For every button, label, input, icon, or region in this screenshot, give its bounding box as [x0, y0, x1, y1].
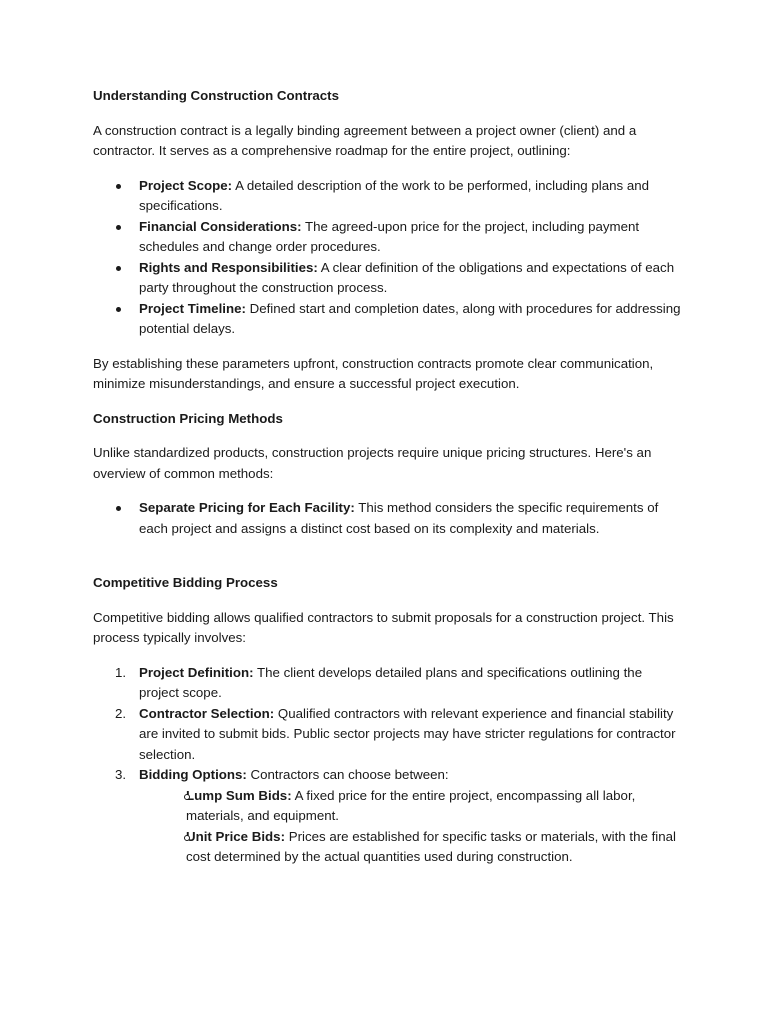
item-text: Qualified contractors with relevant experience and financial stability are invited to submit bids. Public sector projects may have stricter regulations for contractor selection.	[139, 705, 676, 762]
item-label: Project Definition:	[139, 664, 254, 680]
intro-paragraph: A construction contract is a legally binding agreement between a project owner (client) and a contractor. It serves as a comprehensive roadmap for the entire project, outlining:	[93, 122, 637, 158]
item-text: Defined start and completion dates, along with procedures for addressing potential delays.	[139, 300, 681, 336]
list-number: 2.	[115, 705, 127, 721]
list-item	[93, 176, 683, 217]
list-item	[93, 765, 683, 868]
list-item	[93, 258, 683, 299]
section-heading-bidding: Competitive Bidding Process	[93, 575, 278, 590]
item-label: Rights and Responsibilities:	[139, 259, 318, 275]
bid-options-list	[139, 786, 683, 868]
item-text: Prices are established for specific tasks or materials, with the final cost determined by the actual quantities used during construction.	[186, 828, 676, 864]
list-item	[93, 498, 683, 539]
pricing-items-list	[93, 498, 683, 539]
list-number: 1.	[115, 664, 127, 680]
item-text: This method considers the specific requirements of each project and assigns a distinct cost based on its complexity and materials.	[139, 500, 659, 536]
item-label: Project Scope:	[139, 177, 233, 193]
item-label: Lump Sum Bids:	[186, 787, 292, 803]
item-label: Separate Pricing for Each Facility:	[139, 500, 355, 515]
item-label: Contractor Selection:	[139, 705, 275, 721]
list-item	[93, 299, 683, 340]
document-page	[93, 86, 683, 882]
item-label: Bidding Options:	[139, 767, 247, 782]
bidding-intro-paragraph: Competitive bidding allows qualified contractors to submit proposals for a construction project. This process typically involves:	[93, 609, 674, 645]
list-item	[139, 827, 683, 868]
spacer	[93, 553, 683, 573]
list-number: 3.	[115, 767, 127, 782]
item-text: The agreed-upon price for the project, including payment schedules and change order procedures.	[139, 218, 640, 254]
item-text: A detailed description of the work to be performed, including plans and specifications.	[139, 177, 650, 213]
list-item	[139, 786, 683, 827]
item-text: A fixed price for the entire project, encompassing all labor, materials, and equipment.	[186, 787, 636, 823]
list-item	[93, 663, 683, 704]
section-heading-pricing: Construction Pricing Methods	[93, 410, 283, 426]
item-label: Project Timeline:	[139, 300, 246, 316]
pricing-intro-paragraph: Unlike standardized products, construction projects require unique pricing structures. Here's an overview of common methods:	[93, 445, 652, 481]
bidding-steps-list	[93, 663, 683, 868]
section-heading-contracts: Understanding Construction Contracts	[93, 88, 339, 103]
item-text: A clear definition of the obligations and expectations of each party throughout the construction process.	[139, 259, 675, 295]
item-text: The client develops detailed plans and specifications outlining the project scope.	[139, 664, 643, 700]
list-item	[93, 217, 683, 258]
list-item	[93, 704, 683, 766]
item-text: Contractors can choose between:	[246, 767, 449, 782]
contract-items-list	[93, 176, 683, 340]
summary-paragraph: By establishing these parameters upfront, construction contracts promote clear communication, minimize misunderstandings, and ensure a successful project execution.	[93, 355, 654, 391]
item-label: Financial Considerations:	[139, 218, 302, 234]
item-label: Unit Price Bids:	[186, 828, 286, 844]
